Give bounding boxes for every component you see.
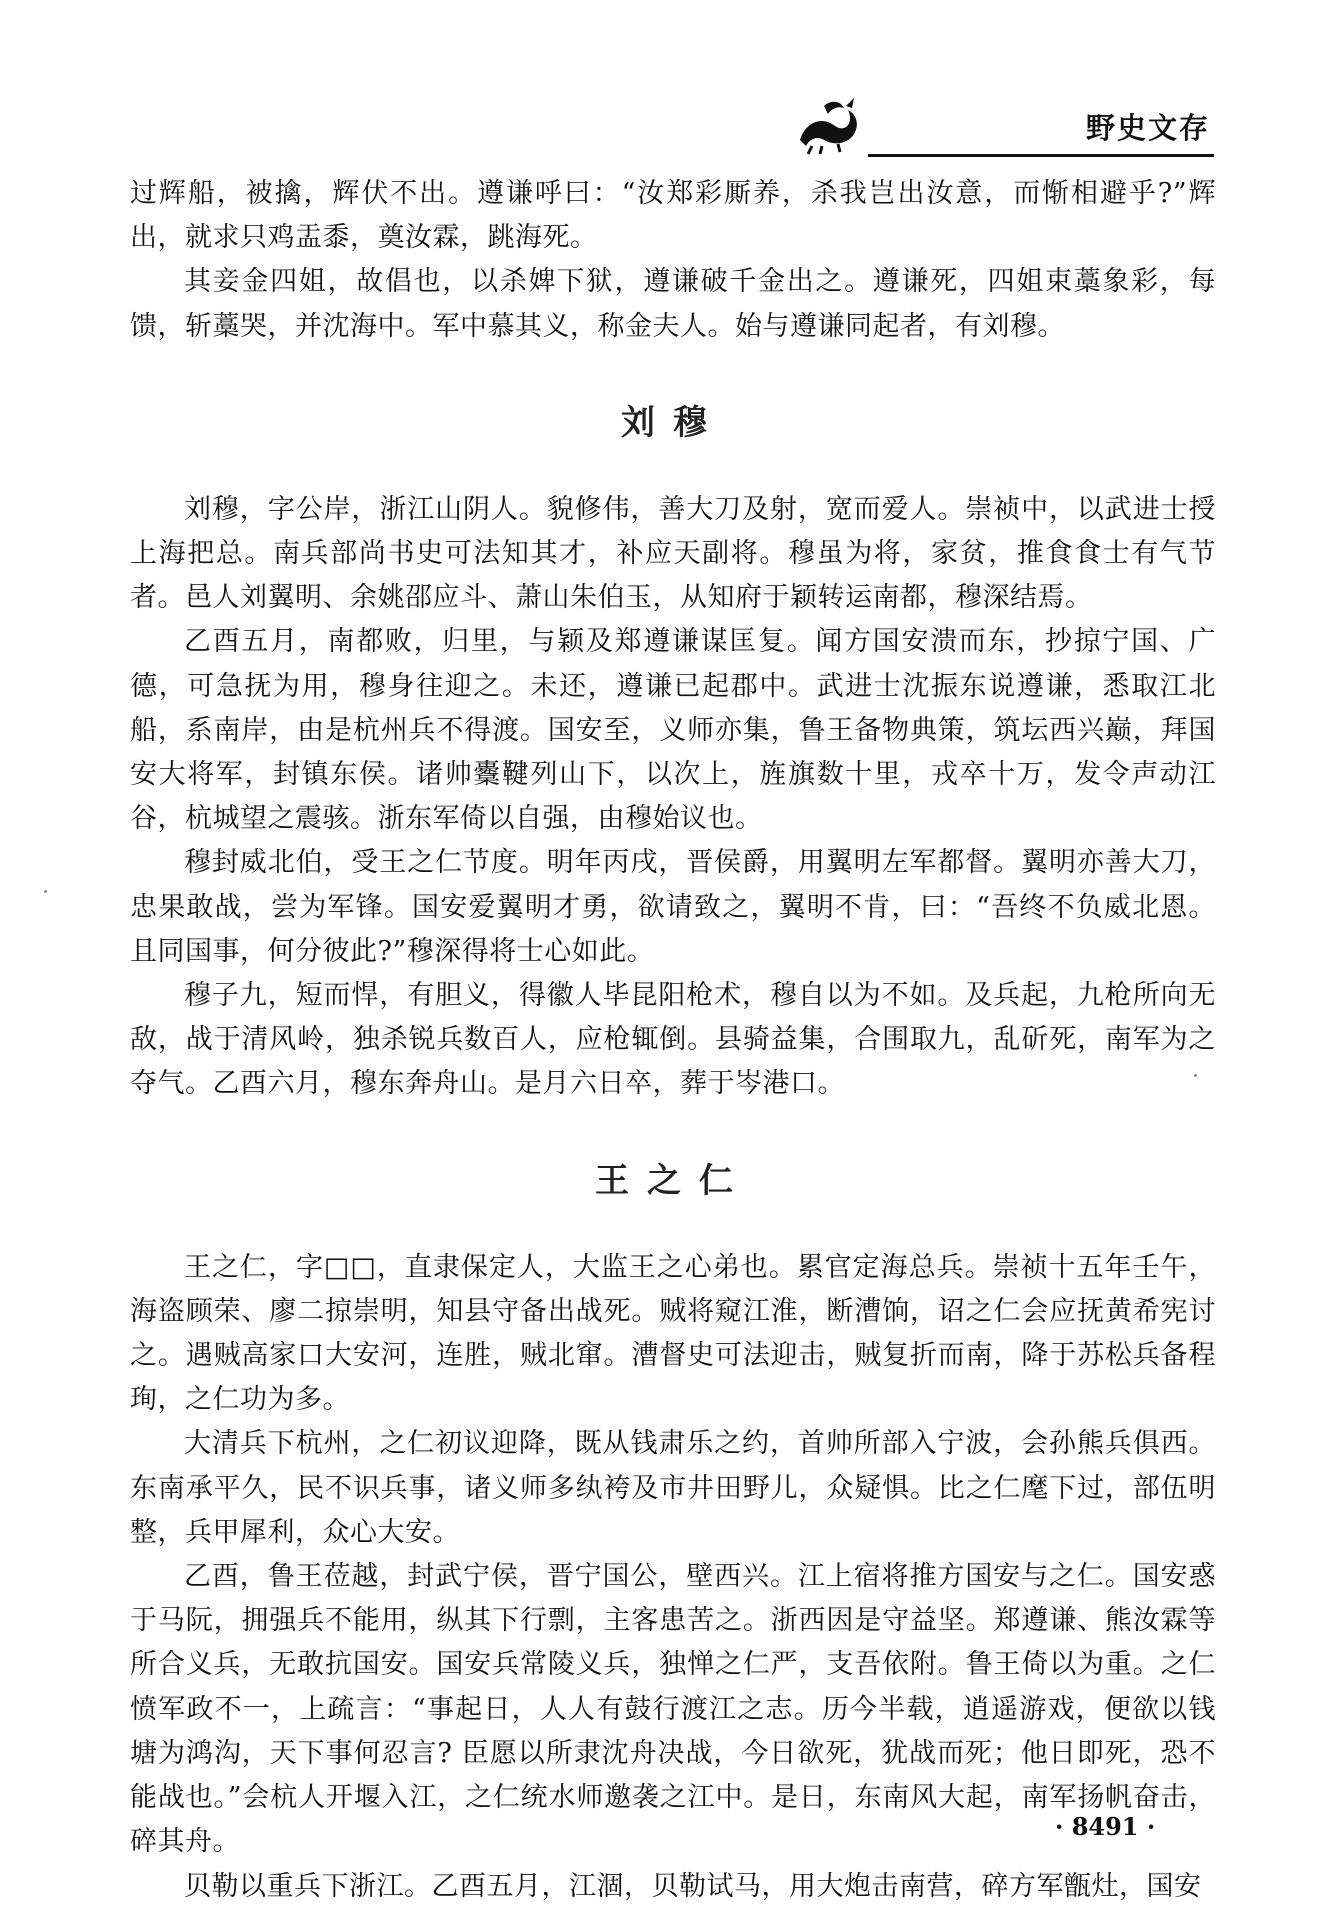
- page-number: · 8491 ·: [1055, 1812, 1156, 1841]
- paragraph: 大清兵下杭州，之仁初议迎降，既从钱肃乐之约，首帅所部入宁波，会孙熊兵俱西。东南承平久，民不识兵事，诸义师多纨袴及市井田野儿，众疑惧。比之仁麾下过，部伍明整，兵甲犀利，众心大安。: [130, 1428, 1216, 1548]
- paragraph: 王之仁，字□□，直隶保定人，大监王之心弟也。累官定海总兵。崇祯十五年壬午，海盗顾荣、廖二掠崇明，知县守备出战死。贼将窥江淮，断漕饷，诏之仁会应抚黄希宪讨之。遇贼高家口大安河，连胜，贼北窜。漕督史可法迎击，贼复折而南，降于苏松兵备程珣，之仁功为多。: [130, 1251, 1216, 1416]
- dragon-emblem-icon: [794, 96, 868, 156]
- paragraph: 其妾金四姐，故倡也，以杀婢下狱，遵谦破千金出之。遵谦死，四姐束藁象彩，每馈，斩藁哭，并沈海中。军中慕其义，称金夫人。始与遵谦同起者，有刘穆。: [130, 266, 1216, 342]
- paragraph: 贝勒以重兵下浙江。乙酉五月，江涸，贝勒试马，用大炮击南营，碎方军甑灶，国安: [184, 1870, 1202, 1902]
- section-title: 刘穆: [621, 402, 725, 443]
- paragraph: 乙酉五月，南都败，归里，与颖及郑遵谦谋匡复。闻方国安溃而东，抄掠宁国、广德，可急抚为用，穆身往迎之。未还，遵谦已起郡中。武进士沈振东说遵谦，悉取江北船，系南岸，由是杭州兵不得渡。国安至，义师亦集，鲁王备物典策，筑坛西兴巅，拜国安大将军，封镇东侯。诸帅櫜鞬列山下，以次上，旌旗数十里，戎卒十万，发令声动江谷，杭城望之震骇。浙东军倚以自强，由穆始议也。: [130, 626, 1216, 835]
- header-rule: [868, 154, 1214, 157]
- article-body: [130, 172, 1216, 1909]
- paragraph: 穆封威北伯，受王之仁节度。明年丙戌，晋侯爵，用翼明左军都督。翼明亦善大刀，忠果敢战，尝为军锋。国安爱翼明才勇，欲请致之，翼明不肯，曰：“吾终不负威北恩。且同国事，何分彼此?”穆深得将士心如此。: [130, 847, 1216, 967]
- paragraph: 乙酉，鲁王莅越，封武宁侯，晋宁国公，壁西兴。江上宿将推方国安与之仁。国安惑于马阮，拥强兵不能用，纵其下行剽，主客患苦之。浙西因是守益坚。郑遵谦、熊汝霖等所合义兵，无敢抗国安。国安兵常陵义兵，独惮之仁严，支吾依附。鲁王倚以为重。之仁愤军政不一，上疏言：“事起日，人人有鼓行渡江之志。历今半载，逍遥游戏，便欲以钱塘为鸿沟，天下事何忍言? 臣愿以所隶沈舟决战，今日欲死，犹战而死；他日即死，恐不能战也。”会杭人开堰入江，之仁统水师邀袭之江中。是日，东南风大起，南军扬帆奋击，碎其舟。: [130, 1561, 1216, 1858]
- paragraph: 过辉船，被擒，辉伏不出。遵谦呼曰：“汝郑彩厮养，杀我岂出汝意，而惭相避乎?”辉出，就求只鸡盂黍，奠汝霖，跳海死。: [130, 178, 1216, 254]
- running-header-title: 野史文存: [1085, 111, 1210, 145]
- scan-speck: [1194, 1074, 1197, 1077]
- running-header: [788, 92, 1214, 160]
- paragraph: 穆子九，短而悍，有胆义，得徽人毕昆阳枪术，穆自以为不如。及兵起，九枪所向无敌，战于清风岭，独杀锐兵数百人，应枪辄倒。县骑益集，合围取九，乱斫死，南军为之夺气。乙酉六月，穆东奔舟山。是月六日卒，葬于岑港口。: [130, 980, 1216, 1100]
- section-title: 王之仁: [595, 1160, 751, 1201]
- paragraph: 刘穆，字公岸，浙江山阴人。貌修伟，善大刀及射，宽而爱人。崇祯中，以武进士授上海把总。南兵部尚书史可法知其才，补应天副将。穆虽为将，家贫，推食食士有气节者。邑人刘翼明、余姚邵应斗、萧山朱伯玉，从知府于颖转运南都，穆深结焉。: [130, 493, 1216, 614]
- scan-speck: [44, 890, 47, 893]
